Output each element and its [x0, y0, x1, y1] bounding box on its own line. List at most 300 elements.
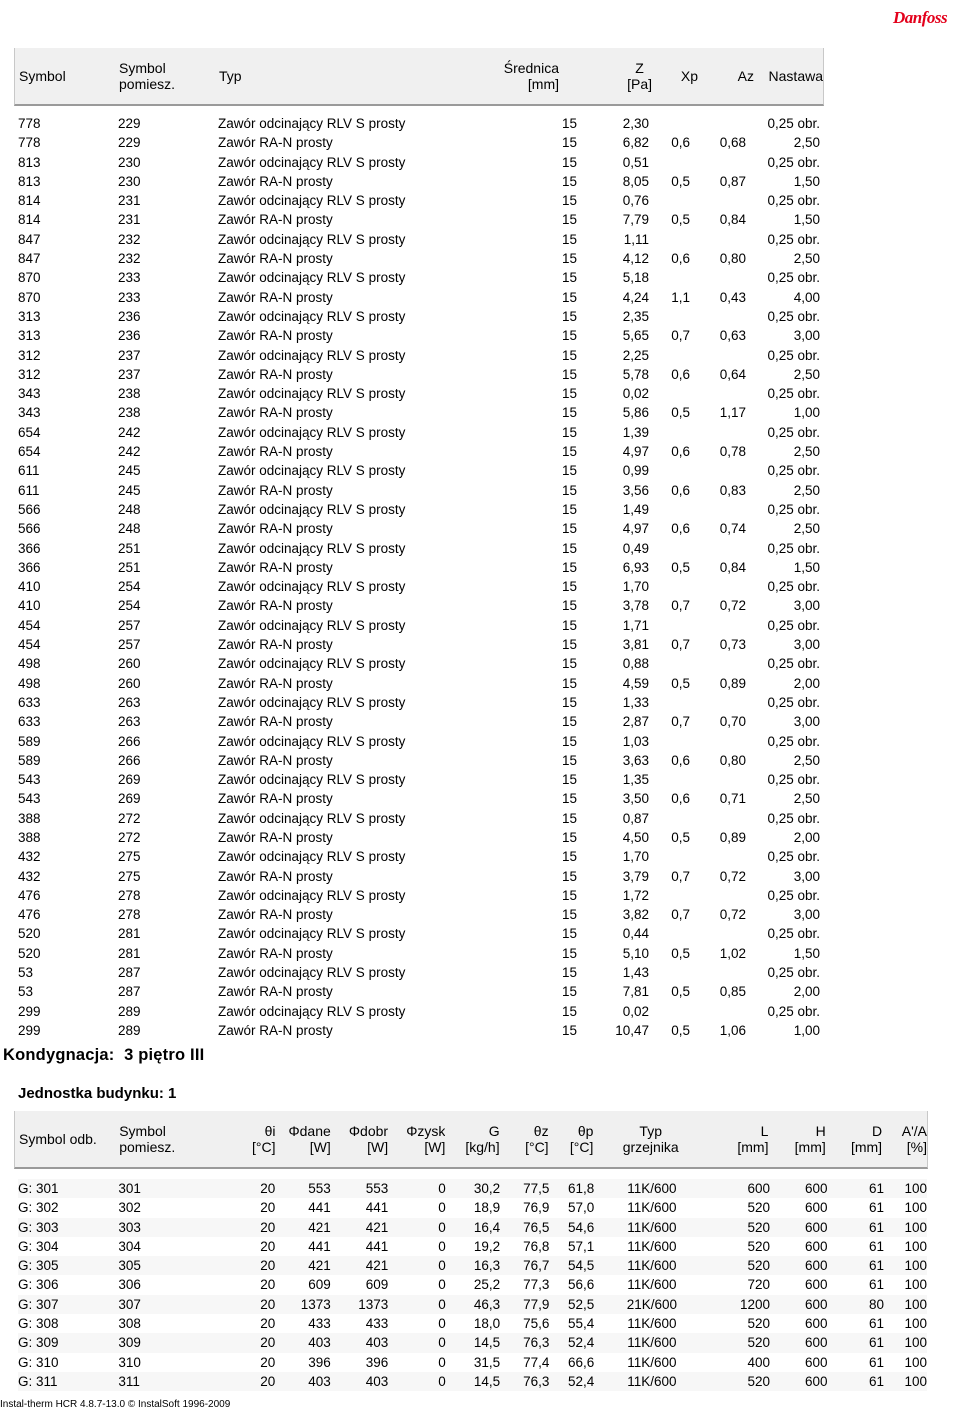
cell-az: [690, 307, 746, 326]
cell-xp: [649, 153, 690, 172]
cell-z: 2,87: [622, 714, 649, 730]
cell-z: 1,49: [622, 501, 649, 517]
cell-symbol-pomiesz: 242: [118, 444, 141, 460]
cell-nastawa: 0,25 obr.: [767, 386, 820, 402]
cell-symbol-pomiesz: 306: [118, 1277, 141, 1293]
cell-phi-zysk: 0: [388, 1218, 446, 1237]
cell-l: 520: [709, 1333, 770, 1352]
cell-typ: Zawór odcinający RLV S prosty: [218, 1003, 406, 1019]
cell-z: 10,47: [615, 1022, 649, 1038]
cell-symbol-odb: G: 309: [18, 1333, 118, 1352]
cell-theta-i: 20: [260, 1277, 276, 1293]
cell-typ: Zawór odcinający RLV S prosty: [218, 733, 406, 749]
cell-nastawa: 2,50: [793, 251, 820, 267]
cell-srednica: 15: [561, 579, 577, 595]
cell-z: 1,35: [622, 772, 649, 788]
table2-body: [18, 1179, 927, 1391]
cell-h: 600: [805, 1200, 828, 1216]
cell-symbol: 814: [18, 193, 41, 209]
cell-xp: [649, 693, 690, 712]
cell-symbol-pomiesz: 269: [118, 791, 141, 807]
header-symbol: Symbol: [19, 68, 66, 84]
table-row: [18, 905, 820, 924]
cell-theta-i: 20: [229, 1218, 275, 1237]
cell-srednica: 15: [561, 849, 577, 865]
cell-z: 0,88: [622, 656, 649, 672]
cell-srednica: 15: [561, 694, 577, 710]
table-row: [18, 1198, 927, 1217]
table-row: [18, 789, 820, 808]
cell-theta-p: 57,0: [568, 1200, 595, 1216]
cell-symbol-pomiesz: 233: [118, 270, 141, 286]
cell-nastawa: 3,00: [793, 328, 820, 344]
table-row: [18, 307, 820, 326]
cell-srednica: 15: [561, 173, 577, 189]
table-row: [18, 539, 820, 558]
cell-h: 600: [770, 1295, 828, 1314]
cell-nastawa: 0,25 obr.: [767, 926, 820, 942]
cell-z: 3,82: [622, 907, 649, 923]
header-theta-p: θp [°C]: [569, 1123, 594, 1155]
cell-xp: 0,6: [671, 791, 690, 807]
cell-symbol: 366: [18, 540, 41, 556]
cell-theta-p: 52,4: [549, 1372, 594, 1391]
cell-nastawa: 2,00: [793, 829, 820, 845]
cell-theta-p: 54,5: [549, 1256, 594, 1275]
cell-z: 1,33: [622, 694, 649, 710]
cell-z: 4,59: [622, 675, 649, 691]
cell-theta-p: 56,6: [568, 1277, 595, 1293]
cell-srednica: 15: [561, 482, 577, 498]
cell-d: 61: [869, 1238, 885, 1254]
cell-typ: Zawór RA-N prosty: [218, 135, 333, 151]
header-symbol-odb: Symbol odb.: [19, 1131, 97, 1147]
table-row: [18, 654, 820, 673]
cell-typ: Zawór RA-N prosty: [218, 251, 333, 267]
cell-theta-z: 76,3: [500, 1333, 549, 1352]
cell-xp: [649, 654, 690, 673]
cell-l: 400: [747, 1354, 771, 1370]
cell-xp: [649, 616, 690, 635]
cell-typ: Zawór RA-N prosty: [218, 752, 333, 768]
cell-symbol-pomiesz: 251: [118, 540, 141, 556]
cell-xp: 0,5: [671, 173, 690, 189]
header-typ-grzejnika: Typ grzejnika: [622, 1123, 679, 1155]
cell-theta-z: 76,7: [500, 1256, 549, 1275]
cell-symbol-pomiesz: 278: [118, 887, 141, 903]
cell-z: 0,51: [622, 154, 649, 170]
cell-symbol: 520: [18, 945, 41, 961]
danfoss-logo: [893, 2, 957, 32]
cell-az: 0,72: [719, 598, 746, 614]
cell-az: 0,85: [719, 984, 746, 1000]
cell-symbol: 299: [18, 1022, 41, 1038]
cell-xp: 0,5: [671, 212, 690, 228]
cell-typ: Zawór RA-N prosty: [218, 791, 333, 807]
cell-typ-grzejnika: 11K/600: [627, 1238, 677, 1254]
cell-nastawa: 0,25 obr.: [767, 1003, 820, 1019]
cell-symbol-pomiesz: 260: [118, 675, 141, 691]
cell-az: [690, 191, 746, 210]
cell-symbol-odb: G: 307: [18, 1295, 118, 1314]
cell-h: 600: [805, 1277, 828, 1293]
cell-theta-i: 20: [260, 1238, 276, 1254]
cell-typ: Zawór RA-N prosty: [218, 637, 333, 653]
table-row: [18, 423, 820, 442]
cell-srednica: 15: [561, 617, 577, 633]
cell-az: 0,84: [719, 559, 746, 575]
cell-symbol: 633: [18, 714, 41, 730]
cell-z: 4,24: [622, 289, 649, 305]
cell-symbol-pomiesz: 275: [118, 868, 141, 884]
cell-nastawa: 0,25 obr.: [767, 193, 820, 209]
cell-symbol: 847: [18, 251, 41, 267]
cell-d: 61: [869, 1316, 885, 1332]
cell-az: 0,68: [719, 135, 746, 151]
cell-g: 46,3: [446, 1295, 500, 1314]
cell-srednica: 15: [561, 772, 577, 788]
cell-h: 600: [770, 1179, 828, 1198]
table-row: [18, 442, 820, 461]
cell-xp: 0,6: [671, 251, 690, 267]
cell-theta-i: 20: [260, 1354, 276, 1370]
cell-phi-dobr: 441: [365, 1200, 389, 1216]
table-row: [18, 268, 820, 287]
cell-xp: [649, 770, 690, 789]
cell-phi-zysk: 0: [438, 1354, 446, 1370]
table-row: [18, 635, 820, 654]
cell-az: 1,17: [719, 405, 746, 421]
cell-symbol: 498: [18, 675, 41, 691]
header-theta-z: θz [°C]: [525, 1123, 549, 1155]
cell-symbol-pomiesz: 263: [118, 694, 141, 710]
footer-text: Instal-therm HCR 4.8.7-13.0 © InstalSoft 1996-2009: [0, 1399, 231, 1410]
cell-xp: [649, 268, 690, 287]
cell-h: 600: [805, 1316, 828, 1332]
cell-phi-zysk: 0: [438, 1316, 446, 1332]
cell-srednica: 15: [561, 1022, 577, 1038]
cell-z: 4,97: [622, 444, 649, 460]
cell-srednica: 15: [561, 945, 577, 961]
cell-l: 520: [747, 1238, 771, 1254]
cell-theta-z: 77,5: [500, 1179, 549, 1198]
cell-symbol: 813: [18, 154, 41, 170]
cell-srednica: 15: [561, 405, 577, 421]
cell-typ: Zawór odcinający RLV S prosty: [218, 926, 406, 942]
cell-z: 0,44: [622, 926, 649, 942]
table-row: [18, 1256, 927, 1275]
cell-nastawa: 0,25 obr.: [767, 617, 820, 633]
cell-typ-grzejnika: 11K/600: [594, 1372, 709, 1391]
cell-typ: Zawór RA-N prosty: [218, 328, 333, 344]
cell-z: 4,50: [622, 829, 649, 845]
cell-a-ratio: 100: [884, 1372, 927, 1391]
table-row: [18, 886, 820, 905]
cell-az: [690, 346, 746, 365]
cell-theta-p: 55,4: [568, 1316, 595, 1332]
cell-theta-z: 76,5: [500, 1218, 549, 1237]
cell-symbol-odb: G: 304: [18, 1238, 59, 1254]
cell-symbol-pomiesz: 233: [118, 289, 141, 305]
cell-theta-i: 20: [229, 1256, 275, 1275]
cell-symbol-pomiesz: 231: [118, 193, 141, 209]
cell-z: 2,25: [622, 347, 649, 363]
cell-az: [690, 886, 746, 905]
cell-symbol: 611: [18, 463, 40, 479]
cell-z: 5,65: [622, 328, 649, 344]
cell-symbol-odb: G: 308: [18, 1316, 59, 1332]
cell-xp: [649, 809, 690, 828]
cell-typ: Zawór odcinający RLV S prosty: [218, 270, 406, 286]
cell-nastawa: 1,00: [793, 405, 820, 421]
cell-nastawa: 3,00: [793, 714, 820, 730]
cell-nastawa: 2,50: [793, 752, 820, 768]
cell-z: 5,18: [622, 270, 649, 286]
table-row: [18, 809, 820, 828]
cell-xp: 0,7: [671, 868, 690, 884]
cell-symbol-pomiesz: 305: [118, 1256, 229, 1275]
cell-symbol-odb: G: 311: [18, 1372, 118, 1391]
table-row: [18, 288, 820, 307]
table-row: [18, 1179, 927, 1198]
cell-az: 0,89: [719, 675, 746, 691]
cell-az: 0,70: [719, 714, 746, 730]
cell-symbol: 388: [18, 810, 41, 826]
cell-phi-zysk: 0: [388, 1333, 446, 1352]
table-row: [18, 693, 820, 712]
cell-az: [690, 847, 746, 866]
cell-nastawa: 0,25 obr.: [767, 501, 820, 517]
table-row: [18, 346, 820, 365]
cell-g: 14,5: [446, 1372, 500, 1391]
cell-symbol: 312: [18, 366, 41, 382]
cell-symbol-pomiesz: 254: [118, 579, 141, 595]
header-xp: Xp: [680, 68, 698, 84]
cell-az: [690, 616, 746, 635]
cell-z: 0,02: [622, 386, 649, 402]
cell-xp: 0,6: [671, 752, 690, 768]
cell-symbol: 611: [18, 482, 40, 498]
cell-typ: Zawór RA-N prosty: [218, 405, 333, 421]
cell-theta-i: 20: [229, 1295, 275, 1314]
cell-az: 1,06: [719, 1022, 746, 1038]
cell-theta-p: 57,1: [568, 1238, 595, 1254]
cell-xp: 0,5: [671, 675, 690, 691]
table-row: [18, 1021, 820, 1040]
cell-symbol-odb: G: 302: [18, 1200, 59, 1216]
cell-srednica: 15: [561, 1003, 577, 1019]
cell-symbol-pomiesz: 232: [118, 231, 141, 247]
table-row: [18, 210, 820, 229]
cell-typ: Zawór odcinający RLV S prosty: [218, 116, 406, 131]
cell-typ-grzejnika: 11K/600: [627, 1354, 677, 1370]
cell-a-ratio: 100: [904, 1316, 927, 1332]
cell-d: 61: [869, 1354, 885, 1370]
cell-symbol: 498: [18, 656, 41, 672]
table-row: [18, 963, 820, 982]
table-row: [18, 133, 820, 152]
cell-nastawa: 0,25 obr.: [767, 116, 820, 131]
table-row: [18, 1295, 927, 1314]
cell-symbol: 633: [18, 694, 41, 710]
cell-d: 61: [869, 1277, 885, 1293]
cell-theta-p: 66,6: [568, 1354, 595, 1370]
header-phi-dane: Φdane [W]: [288, 1123, 331, 1155]
cell-nastawa: 0,25 obr.: [767, 579, 820, 595]
cell-theta-z: 77,4: [523, 1354, 550, 1370]
cell-nastawa: 2,50: [793, 791, 820, 807]
cell-srednica: 15: [561, 810, 577, 826]
cell-l: 520: [709, 1372, 770, 1391]
table-row: [18, 732, 820, 751]
cell-typ: Zawór RA-N prosty: [218, 173, 333, 189]
cell-xp: 0,5: [671, 1022, 690, 1038]
cell-symbol: 454: [18, 617, 41, 633]
table-row: [18, 1333, 927, 1352]
cell-typ: Zawór RA-N prosty: [218, 868, 333, 884]
cell-symbol-pomiesz: 248: [118, 501, 141, 517]
cell-phi-zysk: 0: [388, 1179, 446, 1198]
table-row: [18, 1275, 927, 1294]
cell-typ: Zawór odcinający RLV S prosty: [218, 694, 406, 710]
header-h: H [mm]: [794, 1123, 826, 1155]
cell-symbol-pomiesz: 266: [118, 752, 141, 768]
cell-xp: 0,6: [671, 444, 690, 460]
table-row: [18, 867, 820, 886]
cell-xp: [649, 924, 690, 943]
cell-symbol: 566: [18, 501, 41, 517]
cell-d: 61: [828, 1372, 884, 1391]
cell-xp: 0,5: [671, 559, 690, 575]
cell-z: 8,05: [622, 173, 649, 189]
cell-typ-grzejnika: 11K/600: [594, 1179, 709, 1198]
cell-z: 4,12: [622, 251, 649, 267]
cell-srednica: 15: [561, 116, 577, 131]
cell-srednica: 15: [561, 347, 577, 363]
cell-az: 0,72: [719, 868, 746, 884]
cell-typ: Zawór odcinający RLV S prosty: [218, 579, 406, 595]
cell-symbol: 654: [18, 424, 41, 440]
cell-az: [690, 654, 746, 673]
cell-typ: Zawór RA-N prosty: [218, 559, 333, 575]
table-row: [18, 500, 820, 519]
cell-symbol-pomiesz: 269: [118, 772, 141, 788]
cell-z: 4,97: [622, 521, 649, 537]
cell-srednica: 15: [561, 733, 577, 749]
cell-xp: 0,7: [671, 637, 690, 653]
cell-srednica: 15: [561, 926, 577, 942]
cell-nastawa: 2,50: [793, 521, 820, 537]
cell-az: 0,80: [719, 251, 746, 267]
cell-a-ratio: 100: [904, 1200, 927, 1216]
cell-phi-dane: 403: [275, 1372, 330, 1391]
cell-theta-z: 76,9: [523, 1200, 550, 1216]
cell-typ: Zawór RA-N prosty: [218, 289, 333, 305]
header-a-ratio: A'/A [%]: [901, 1123, 927, 1155]
cell-a-ratio: 100: [884, 1256, 927, 1275]
cell-typ: Zawór odcinający RLV S prosty: [218, 617, 406, 633]
cell-xp: 0,5: [671, 984, 690, 1000]
cell-nastawa: 2,50: [793, 366, 820, 382]
cell-nastawa: 3,00: [793, 637, 820, 653]
cell-phi-dobr: 553: [331, 1179, 389, 1198]
cell-d: 61: [828, 1333, 884, 1352]
cell-az: [690, 577, 746, 596]
table-row: [18, 1002, 820, 1021]
cell-symbol-pomiesz: 304: [118, 1238, 141, 1254]
cell-symbol: 454: [18, 637, 41, 653]
cell-symbol-pomiesz: 232: [118, 251, 141, 267]
cell-symbol: 366: [18, 559, 41, 575]
cell-theta-p: 52,5: [549, 1295, 594, 1314]
cell-xp: 0,5: [671, 945, 690, 961]
cell-phi-dobr: 441: [365, 1238, 389, 1254]
cell-srednica: 15: [561, 637, 577, 653]
cell-typ: Zawór odcinający RLV S prosty: [218, 424, 406, 440]
cell-z: 0,76: [622, 193, 649, 209]
cell-phi-zysk: 0: [388, 1295, 446, 1314]
cell-srednica: 15: [561, 251, 577, 267]
cell-srednica: 15: [561, 540, 577, 556]
cell-srednica: 15: [561, 289, 577, 305]
cell-theta-i: 20: [229, 1179, 275, 1198]
cell-l: 720: [747, 1277, 771, 1293]
cell-typ-grzejnika: 11K/600: [627, 1316, 677, 1332]
table-row: [18, 751, 820, 770]
cell-typ: Zawór odcinający RLV S prosty: [218, 347, 406, 363]
cell-g: 19,2: [473, 1238, 501, 1254]
header-az: Az: [737, 68, 754, 84]
cell-g: 25,2: [473, 1277, 501, 1293]
cell-z: 0,49: [622, 540, 649, 556]
cell-symbol: 432: [18, 849, 41, 865]
cell-nastawa: 1,50: [793, 559, 820, 575]
cell-az: [690, 230, 746, 249]
jednostka-heading: Jednostka budynku: 1: [18, 1085, 177, 1102]
cell-symbol-pomiesz: 309: [118, 1333, 229, 1352]
cell-phi-dane: 421: [275, 1218, 330, 1237]
cell-z: 1,11: [623, 231, 649, 247]
cell-nastawa: 0,25 obr.: [767, 270, 820, 286]
cell-symbol-pomiesz: 248: [118, 521, 141, 537]
cell-typ: Zawór odcinający RLV S prosty: [218, 540, 406, 556]
cell-phi-dobr: 396: [365, 1354, 389, 1370]
cell-h: 600: [805, 1238, 828, 1254]
cell-srednica: 15: [561, 444, 577, 460]
cell-nastawa: 2,00: [793, 675, 820, 691]
cell-xp: [649, 963, 690, 982]
cell-symbol: 432: [18, 868, 41, 884]
cell-z: 1,71: [622, 617, 649, 633]
cell-symbol-pomiesz: 242: [118, 424, 141, 440]
cell-symbol: 543: [18, 772, 41, 788]
cell-g: 16,4: [446, 1218, 500, 1237]
cell-xp: [649, 114, 690, 133]
cell-xp: [649, 577, 690, 596]
cell-xp: 1,1: [671, 289, 690, 305]
cell-phi-zysk: 0: [438, 1238, 446, 1254]
cell-phi-zysk: 0: [438, 1277, 446, 1293]
cell-theta-z: 75,6: [523, 1316, 550, 1332]
cell-typ: Zawór odcinający RLV S prosty: [218, 308, 406, 324]
cell-nastawa: 2,00: [793, 984, 820, 1000]
cell-g: 31,5: [473, 1354, 501, 1370]
cell-nastawa: 0,25 obr.: [767, 965, 820, 981]
cell-nastawa: 1,50: [793, 173, 820, 189]
cell-nastawa: 2,50: [793, 482, 820, 498]
cell-theta-z: 76,3: [500, 1372, 549, 1391]
cell-typ: Zawór RA-N prosty: [218, 1022, 333, 1038]
